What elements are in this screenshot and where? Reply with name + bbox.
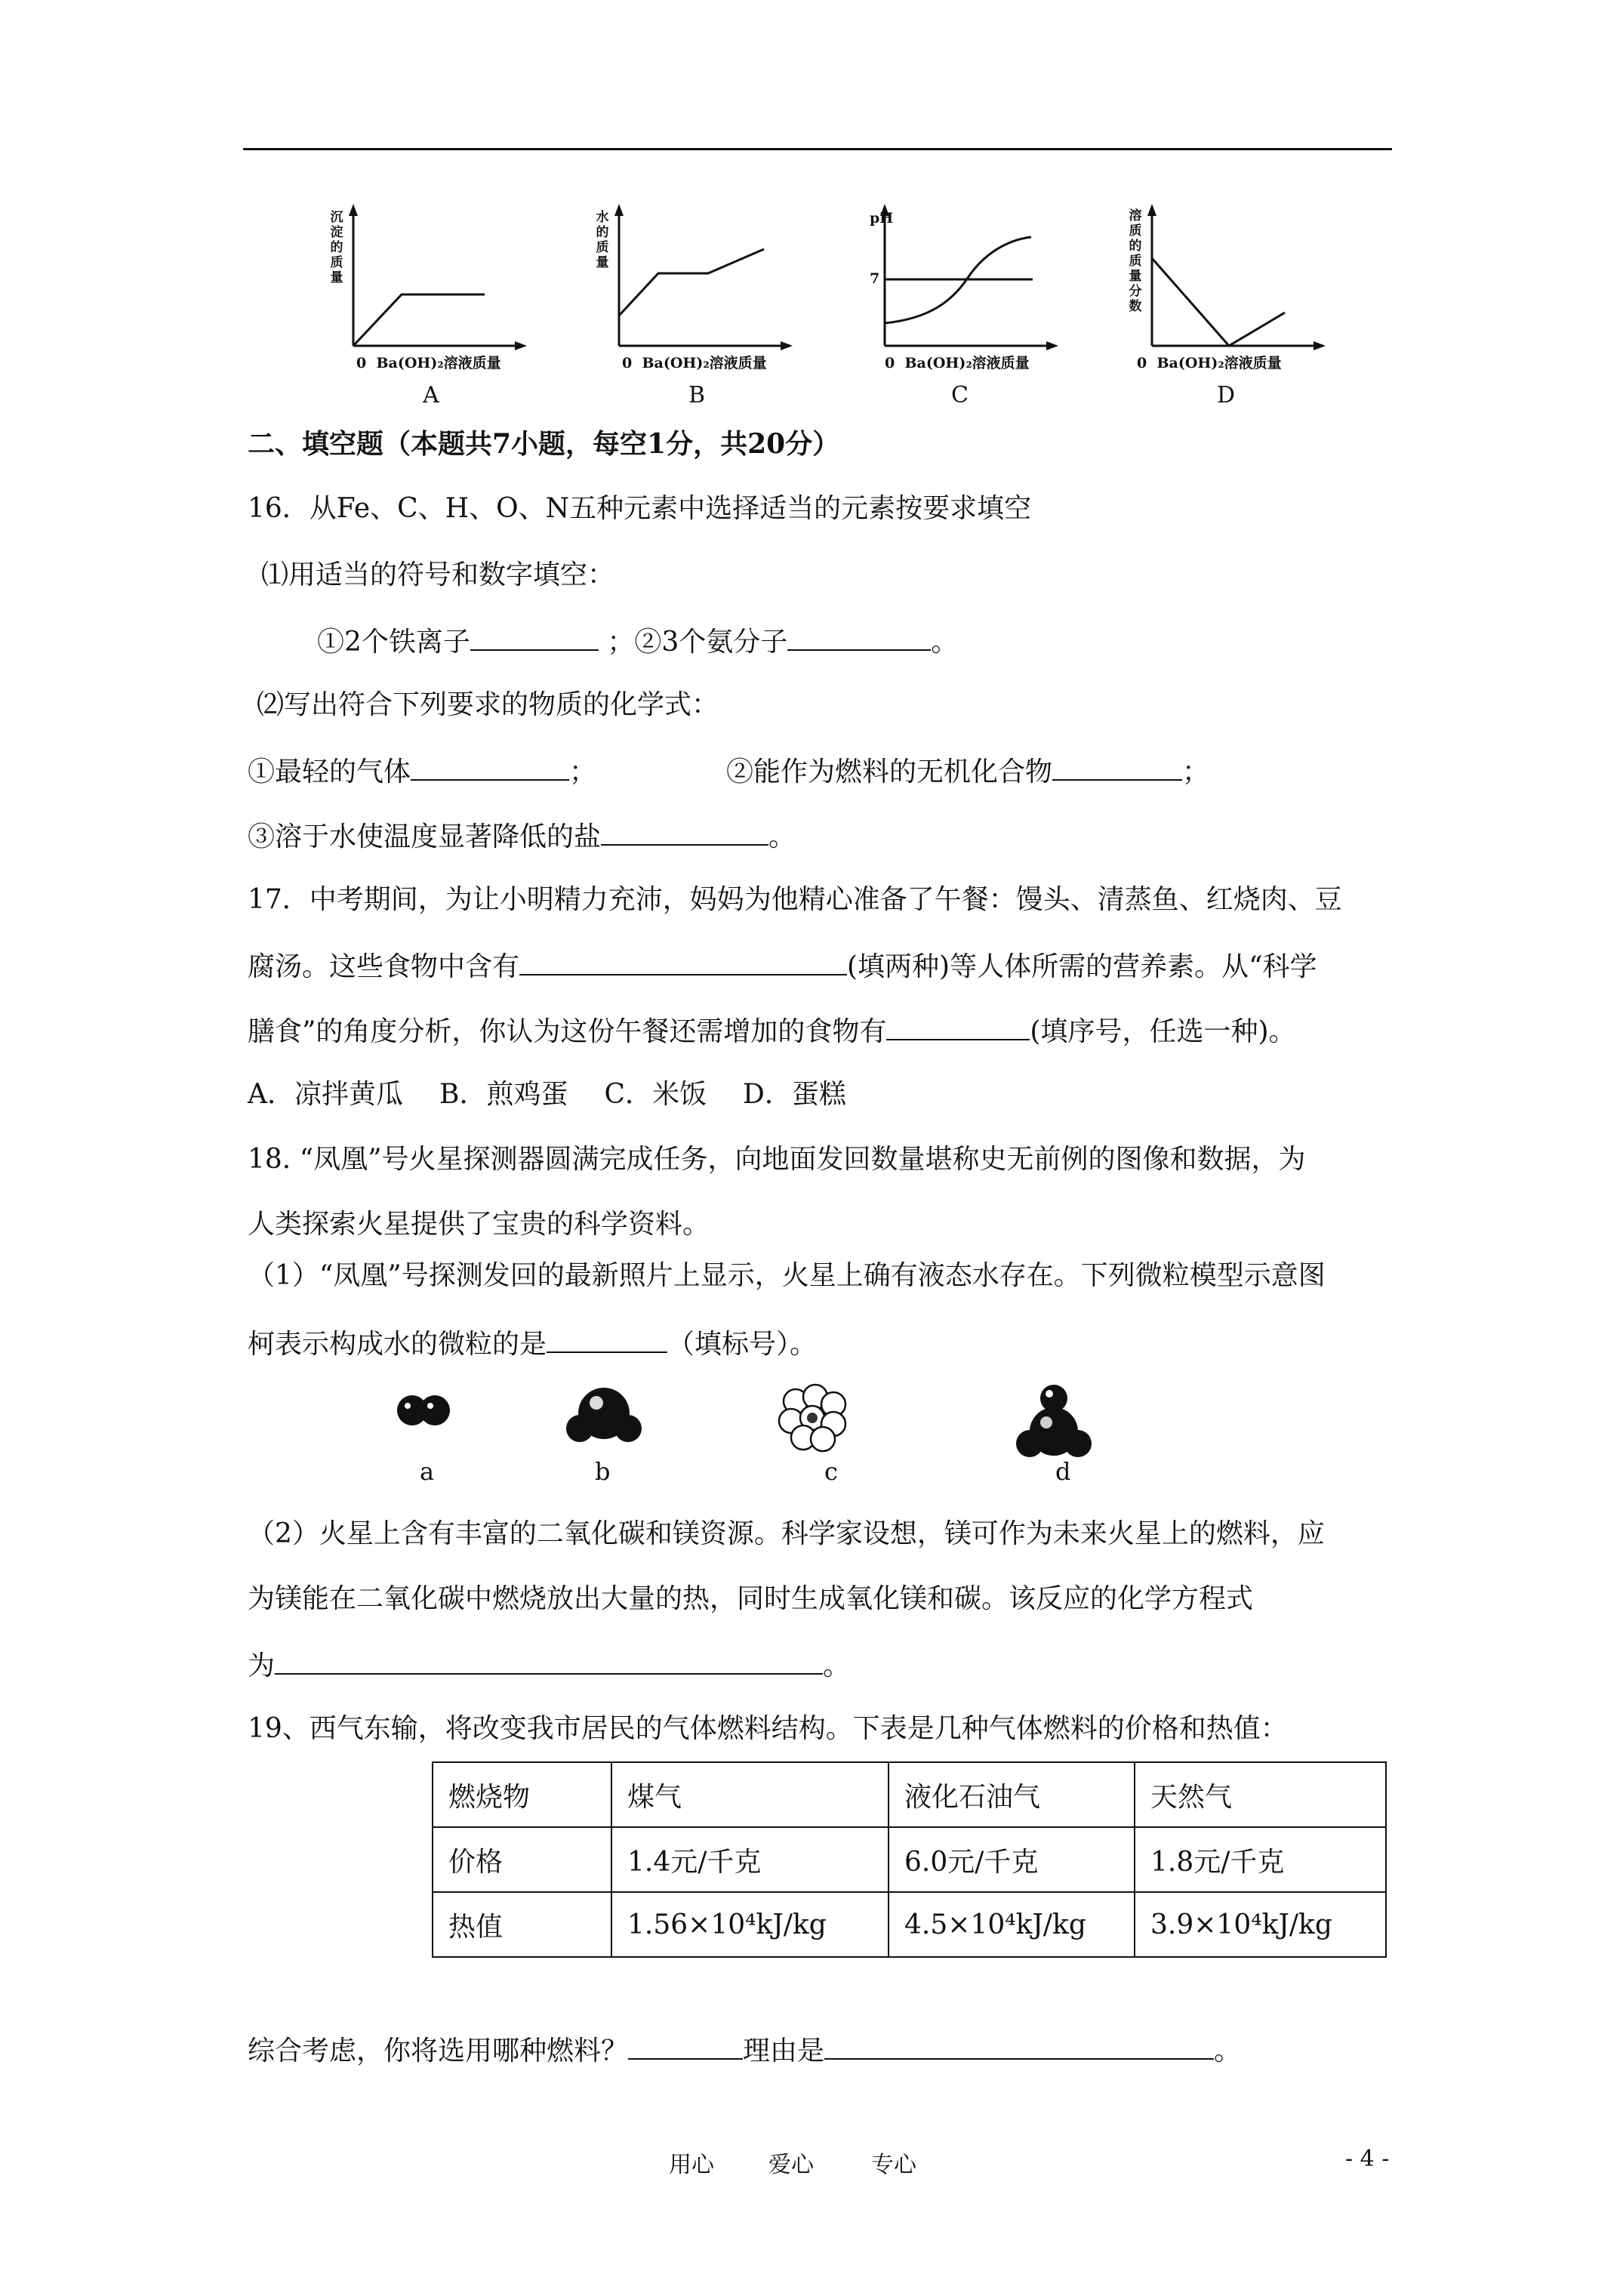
page-number: - 4 - [1345, 2146, 1390, 2172]
molecule-model-a [390, 1379, 457, 1439]
table-cell: 燃烧物 [433, 1762, 611, 1827]
graph-c-tick-7: 7 [870, 270, 880, 287]
table-cell: 4.5×10⁴kJ/kg [888, 1892, 1135, 1957]
graph-c-xlabel: 0 Ba(OH)₂溶液质量 [885, 355, 1030, 371]
table-row [433, 1827, 1386, 1892]
graph-b-ylabel: 水 的 质 量 [596, 210, 609, 270]
footer-motto-1: 用心 [669, 2152, 714, 2178]
graph-a-xlabel: 0 Ba(OH)₂溶液质量 [356, 355, 501, 371]
q17-options [248, 1078, 846, 1111]
answer-blank-reason[interactable] [824, 2032, 1214, 2060]
q18-line1: 18. “凤凰”号火星探测器圆满完成任务，向地面发回数量堪称史无前例的图像和数据，为 [248, 1144, 1306, 1175]
q17-line2: 腐汤。这些食物中含有 (填两种)等人体所需的营养素。从“科学 [248, 948, 1317, 984]
model-label-b: b [595, 1457, 611, 1486]
option-a: A．凉拌黄瓜 [248, 1079, 403, 1110]
table-row [433, 1892, 1386, 1957]
q17-line1: 17．中考期间，为让小明精力充沛，妈妈为他精心准备了午餐：馒头、清蒸鱼、红烧肉、豆 [248, 884, 1342, 915]
table-cell: 1.8元/千克 [1135, 1827, 1386, 1892]
option-c: C．米饭 [604, 1079, 707, 1110]
model-label-d: d [1055, 1457, 1071, 1486]
answer-blank-equation[interactable] [275, 1647, 823, 1675]
q16-part1: ⑴用适当的符号和数字填空： [261, 559, 615, 590]
answer-blank-ammonia[interactable] [787, 624, 931, 651]
answer-blank-lightest-gas[interactable] [411, 754, 569, 781]
q19-stem: 19、西气东输，将改变我市居民的气体燃料结构。下表是几种气体燃料的价格和热值： [248, 1713, 1288, 1744]
answer-blank-iron-ion[interactable] [470, 624, 599, 651]
table-cell: 1.56×10⁴kJ/kg [611, 1892, 888, 1957]
answer-blank-fuel-choice[interactable] [628, 2032, 743, 2060]
graph-c [855, 195, 1096, 414]
graph-b-letter: B [688, 382, 706, 408]
option-b: B．煎鸡蛋 [439, 1079, 568, 1110]
q18-part1-line2: 柯表示构成水的微粒的是 （填标号）。 [248, 1326, 817, 1361]
graph-b-xlabel: 0 Ba(OH)₂溶液质量 [622, 355, 767, 371]
molecule-model-b [559, 1379, 649, 1454]
table-cell: 煤气 [611, 1762, 888, 1827]
q16-part2: ⑵写出符合下列要求的物质的化学式： [257, 689, 719, 720]
q16-part1-items: ①2个铁离子 ；②3个氨分子 。 [317, 624, 958, 659]
q18-part1-line1: （1）“凤凰”号探测发回的最新照片上显示，火星上确有液态水存在。下列微粒模型示意图 [248, 1260, 1326, 1291]
q18-part2-line3: 为 。 [248, 1647, 850, 1683]
molecule-model-d [1009, 1379, 1099, 1469]
q18-part2-line2: 为镁能在二氧化碳中燃烧放出大量的热，同时生成氧化镁和碳。该反应的化学方程式 [248, 1583, 1254, 1614]
answer-blank-added-food[interactable] [886, 1013, 1030, 1040]
graph-c-letter: C [951, 382, 969, 408]
footer-motto-2: 爱心 [768, 2152, 814, 2178]
model-label-c: c [824, 1457, 838, 1486]
graph-b [586, 195, 827, 414]
section-2-title: 二、填空题（本题共7小题，每空1分，共20分） [248, 428, 840, 460]
header-rule [243, 148, 1392, 150]
q17-line3: 膳食”的角度分析，你认为这份午餐还需增加的食物有 (填序号，任选一种)。 [248, 1013, 1296, 1049]
q19-question: 综合考虑，你将选用哪种燃料？ 理由是 。 [248, 2032, 1241, 2068]
graph-d [1117, 195, 1359, 414]
table-cell: 6.0元/千克 [888, 1827, 1135, 1892]
graph-a [317, 195, 559, 414]
footer-motto-3: 专心 [871, 2152, 916, 2178]
table-cell: 液化石油气 [888, 1762, 1135, 1827]
graph-options [317, 195, 1374, 414]
fuel-table [432, 1761, 1387, 1958]
option-d: D．蛋糕 [743, 1079, 846, 1110]
answer-blank-inorganic-fuel[interactable] [1052, 754, 1182, 781]
graph-a-ylabel: 沉 淀 的 质 量 [330, 210, 343, 285]
q16-stem: 16．从Fe、C、H、O、N五种元素中选择适当的元素按要求填空 [248, 493, 1032, 524]
graph-d-letter: D [1217, 382, 1236, 408]
table-cell: 价格 [433, 1827, 611, 1892]
graph-d-ylabel: 溶 质 的 质 量 分 数 [1129, 208, 1142, 314]
answer-blank-cooling-salt[interactable] [601, 818, 768, 846]
table-cell: 1.4元/千克 [611, 1827, 888, 1892]
answer-blank-water-model[interactable] [547, 1326, 667, 1353]
q16-part2-c: ③溶于水使温度显著降低的盐 。 [248, 818, 796, 854]
table-cell: 热值 [433, 1892, 611, 1957]
table-cell: 天然气 [1135, 1762, 1386, 1827]
graph-c-ylabel: pH [870, 210, 894, 227]
answer-blank-nutrients[interactable] [519, 948, 847, 975]
q16-part2-ab: ①最轻的气体 ； [248, 754, 596, 789]
q18-part2-line1: （2）火星上含有丰富的二氧化碳和镁资源。科学家设想，镁可作为未来火星上的燃料，应 [248, 1518, 1325, 1549]
q16-part2-b: ②能作为燃料的无机化合物 ； [726, 754, 1209, 789]
molecule-model-c [773, 1379, 856, 1454]
model-label-a: a [420, 1457, 435, 1486]
table-cell: 3.9×10⁴kJ/kg [1135, 1892, 1386, 1957]
q18-line2: 人类探索火星提供了宝贵的科学资料。 [248, 1209, 710, 1240]
table-row [433, 1762, 1386, 1827]
graph-a-letter: A [423, 382, 439, 408]
graph-d-xlabel: 0 Ba(OH)₂溶液质量 [1137, 355, 1282, 371]
